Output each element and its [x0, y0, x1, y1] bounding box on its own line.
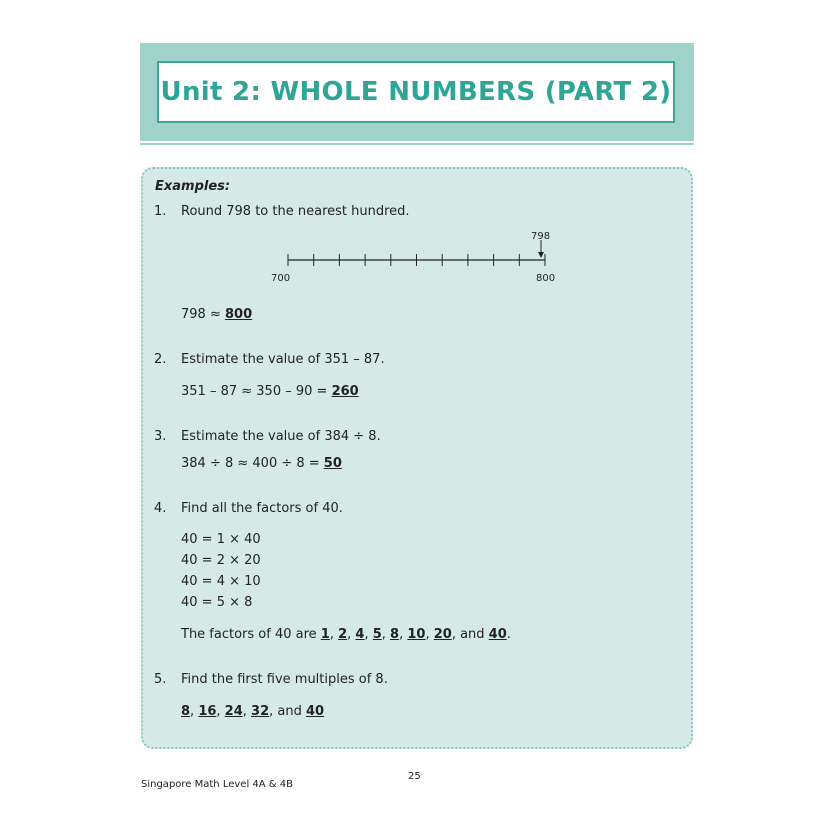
factor-line-1: 40 = 1 × 40	[181, 532, 261, 547]
example-3-answer-prefix: 384 ÷ 8 ≈ 400 ÷ 8 =	[181, 456, 324, 471]
example-1-answer: 800	[224, 307, 253, 322]
examples-heading: Examples:	[155, 179, 231, 194]
example-4-number: 4.	[154, 501, 167, 516]
example-2-answer: 260	[331, 384, 359, 399]
example-1-answer-line	[181, 307, 252, 322]
factor-line-2: 40 = 2 × 20	[181, 553, 261, 568]
example-5-prompt: Find the first five multiples of 8.	[181, 672, 388, 687]
example-3-prompt: Estimate the value of 384 ÷ 8.	[181, 429, 381, 444]
multiple: 8	[181, 704, 191, 719]
end-label: 800	[536, 273, 556, 284]
factor: 10	[407, 627, 426, 642]
factors-summary: The factors of 40 are 1, 2, 4, 5, 8, 10, 20, and 40.	[181, 627, 511, 642]
factor: 20	[433, 627, 452, 642]
multiple: 16	[198, 704, 217, 719]
multiple: 32	[251, 704, 270, 719]
example-2-number: 2.	[154, 352, 167, 367]
header-rule	[140, 143, 694, 145]
factors-and: , and	[451, 627, 489, 642]
factor-line-4: 40 = 5 × 8	[181, 595, 253, 610]
multiple: 24	[224, 704, 243, 719]
factors-end: .	[506, 627, 511, 642]
start-label: 700	[271, 273, 291, 284]
page-number: 25	[408, 771, 421, 782]
marker-arrowhead	[538, 252, 544, 258]
example-3-number: 3.	[154, 429, 167, 444]
factor: 2	[338, 627, 348, 642]
example-1-prompt: Round 798 to the nearest hundred.	[181, 204, 410, 219]
example-2-prompt: Estimate the value of 351 – 87.	[181, 352, 385, 367]
multiples-and: , and	[269, 704, 306, 719]
factor: 8	[390, 627, 400, 642]
example-2-answer-prefix: 351 – 87 ≈ 350 – 90 =	[181, 384, 332, 399]
multiple: 40	[305, 704, 325, 719]
marker-label: 798	[531, 231, 551, 242]
example-3-answer: 50	[323, 456, 342, 471]
title-box	[157, 61, 675, 123]
example-1-answer-prefix: 798 ≈	[181, 307, 225, 322]
factor: 4	[355, 627, 365, 642]
factors-summary-prefix: The factors of 40 are	[181, 627, 321, 642]
book-title: Singapore Math Level 4A & 4B	[141, 779, 293, 790]
example-3-answer-line	[181, 456, 342, 471]
number-line	[270, 225, 560, 290]
example-4-prompt: Find all the factors of 40.	[181, 501, 343, 516]
multiples-answer: 8, 16, 24, 32, and 40	[181, 704, 325, 719]
factor-line-3: 40 = 4 × 10	[181, 574, 261, 589]
example-2-answer-line	[181, 384, 359, 399]
factor: 40	[488, 627, 507, 642]
unit-title: Unit 2: WHOLE NUMBERS (PART 2)	[160, 77, 672, 107]
example-5-number: 5.	[154, 672, 167, 687]
example-1-number: 1.	[154, 204, 167, 219]
factor: 5	[372, 627, 382, 642]
factor: 1	[320, 627, 330, 642]
